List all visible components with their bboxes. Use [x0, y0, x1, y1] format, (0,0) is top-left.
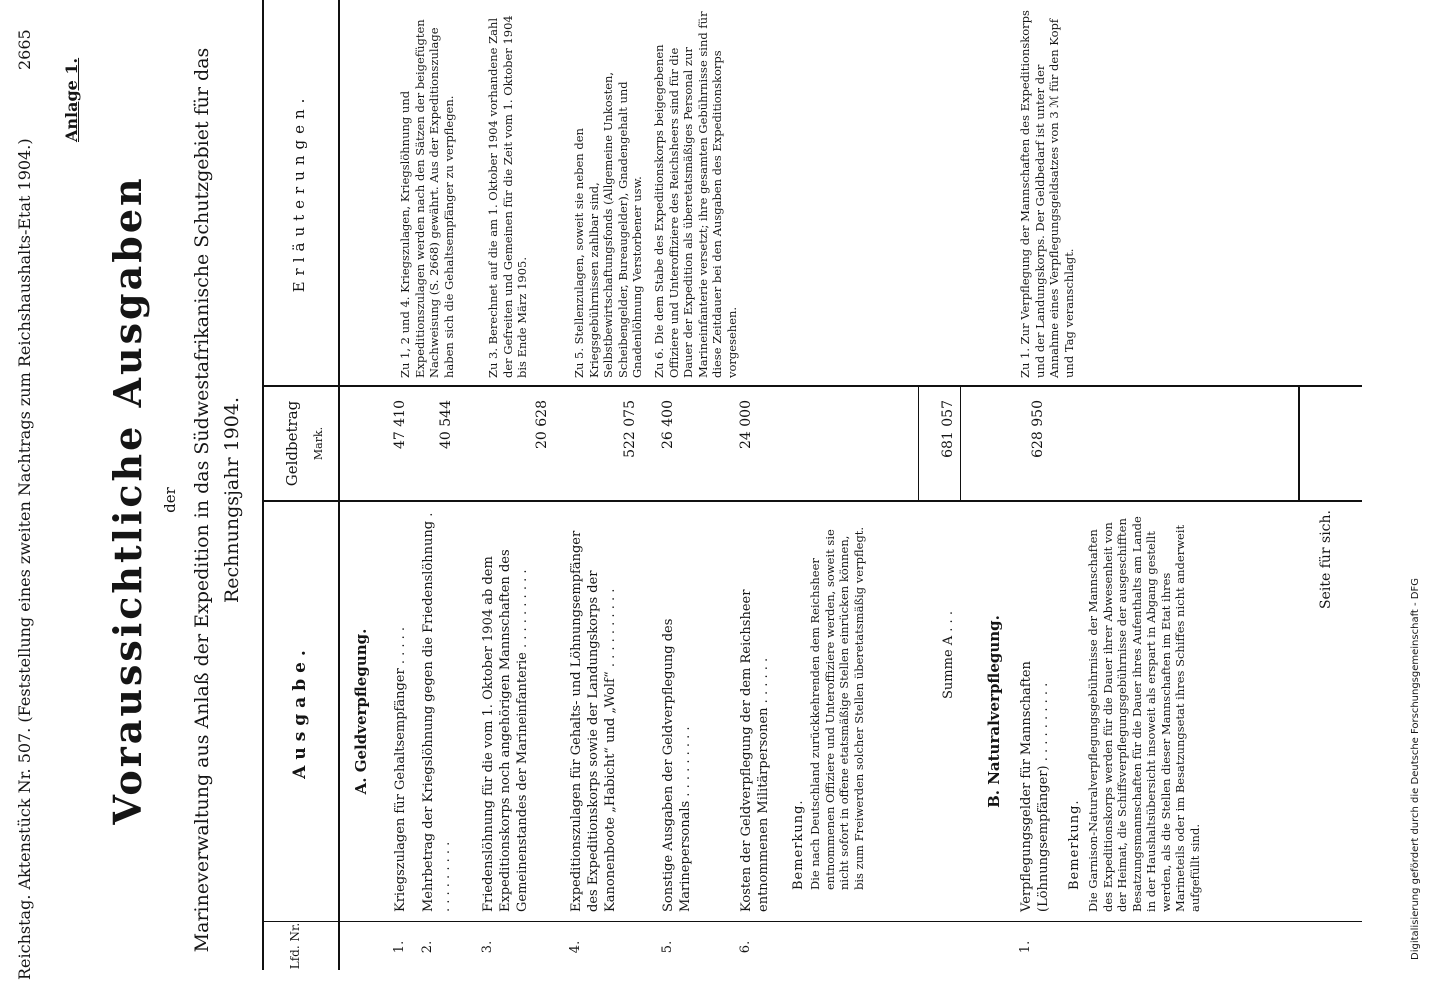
page-number: 2665 [15, 29, 34, 70]
row-number: 5. [660, 940, 675, 954]
note-1: Zu 1, 2 und 4. Kriegszulagen, Kriegslöhnung und Expeditionszulagen werden nach den Sätzen der beigefügten Nachweisung (S. 2668) gewährt. Aus der Expeditionszulage haben sich die Gehaltsempfänger zu verpflegen. [398, 19, 456, 378]
dfg-side-text [1410, 578, 1421, 960]
note-6: Zu 6. Die dem Stabe des Expeditionskorps beigegebenen Offiziere und Unteroffiziere des Reichsheers sind für die Dauer der Expedition als überetatsmäßiges Personal zur Marineinfanterie versetzt; ihre gesamten Gebührnisse sind für diese Zeitdauer bei den Ausgaben des Expeditionskorps vorgesehen. [652, 11, 739, 378]
row-description: Mehrbetrag der Kriegslöhnung gegen die Friedenslöhnung . . . . . . . . . . [421, 512, 453, 912]
summe-rule-top [918, 387, 919, 500]
bemerkung-text: Die Garnison-Naturalverpflegungsgebührnisse der Mannschaften des Expeditionskorps werden für die Dauer ihrer Abwesenheit von der Heimat, die Schiffsverpflegungsgebührnisse der ausgeschifften Besatzungsmannschaften für die Dauer ihres Aufenthalts am Lande in der Haushaltsübersicht insoweit als erspart in Abgang gestellt werden, als die Stellen dieser Mannschaften im Etat ihres Marineteils oder im Besatzungsetat ihres Schiffes nicht anderweit aufgefüllt sind. [1086, 516, 1202, 912]
col-rule-2 [262, 500, 1362, 502]
bemerkung-label: Bemerkung. [1067, 799, 1082, 890]
col-header-mark: Mark. [312, 426, 325, 461]
bemerkung-label: Bemerkung. [791, 799, 806, 890]
row-number: 4. [568, 940, 583, 954]
bemerkung-text: Die nach Deutschland zurückkehrenden dem Reichsheer entnommenen Offiziere und Unteroffiziere werden, soweit sie nicht sofort in offene etatsmäßige Stellen einrücken können, bis zum Freiwerden solcher Stellen überetatsmäßig verpflegt. [808, 526, 866, 890]
col-rule-3 [262, 385, 1362, 387]
table-top-rule [262, 0, 264, 970]
note-3: Zu 3. Berechnet auf die am 1. Oktober 1904 vorhandene Zahl der Gefreiten und Gemeinen für die Zeit vom 1. Oktober 1904 bis Ende März 1905. [486, 15, 529, 378]
col-rule-1 [262, 921, 1362, 922]
dfg-side-label: Digitalisierung gefördert durch die Deutsche Forschungsgemeinschaft - DFG [1410, 577, 1421, 960]
section-a-heading: A. Geldverpflegung. [352, 628, 370, 795]
col-header-lfd: Lfd. Nr. [288, 922, 302, 970]
title-der: der [161, 487, 179, 513]
row-number: 1. [1018, 940, 1033, 954]
col-header-geldbetrag: Geldbetrag [283, 400, 301, 487]
row-amount: 24 000 [738, 400, 754, 449]
header-bottom-rule [338, 0, 340, 970]
row-amount: 628 950 [1030, 400, 1046, 458]
row-description: Verpflegungsgelder für Mannschaften (Löhnungsempfänger) . . . . . . . . . . [1019, 661, 1051, 912]
title-line-1: Marineverwaltung aus Anlaß der Expedition in das Südwestafrikanische Schutzgebiet für das [191, 47, 213, 953]
row-number: 6. [738, 940, 753, 954]
col-header-ausgabe: Ausgabe. [290, 644, 310, 779]
row-description: Friedenslöhnung für die vom 1. Oktober 1904 ab dem Expeditionskorps noch angehörigen Mannschaften des Gemeinenstandes der Marineinfanterie . . . . . . . . . . [481, 549, 530, 912]
page-header: Reichstag. Aktenstück Nr. 507. (Feststellung eines zweiten Nachtrags zum Reichshaushalts-Etat 1904.) [15, 138, 34, 980]
row-number: 1. [392, 940, 407, 954]
row-amount: 20 628 [534, 400, 550, 449]
anlage-label: Anlage 1. [62, 57, 81, 142]
row-amount: 40 544 [438, 400, 454, 449]
summe-a-label: Summe A . . . [941, 611, 956, 699]
row-description: Kosten der Geldverpflegung der dem Reichsheer entnommenen Militärpersonen . . . . . . [739, 589, 771, 912]
row-description: Expeditionszulagen für Gehalts- und Löhnungsempfänger des Expeditionskorps sowie der Landungskorps der Kanonenboote „Habicht“ und „Wolf“ . . . . . . . . . . [569, 530, 618, 912]
summe-a-amount: 681 057 [940, 400, 956, 458]
table-bottom-rule [1298, 387, 1300, 500]
col-header-erlaeuterungen: Erläuterungen. [290, 92, 308, 293]
note-5: Zu 5. Stellenzulagen, soweit sie neben den Kriegsgebührnissen zahlbar sind, Selbstbewirtschaftungsfonds (Allgemeine Unkosten, Scheibengelder, Bureaugelder), Gnadengehalt und Gnadenlöhnung Verstorbener usw. [572, 71, 644, 378]
footer-seite: Seite für sich. [1318, 510, 1334, 610]
row-amount: 522 075 [622, 400, 638, 458]
row-amount: 26 400 [660, 400, 676, 449]
section-b-heading: B. Naturalverpflegung. [985, 615, 1003, 808]
row-description: Kriegszulagen für Gehaltsempfänger . . . . . [393, 626, 408, 912]
row-description: Sonstige Ausgaben der Geldverpflegung des Marinepersonals . . . . . . . . . [661, 618, 693, 912]
row-number: 3. [480, 940, 495, 954]
row-number: 2. [420, 940, 435, 954]
note-b1: Zu 1. Zur Verpflegung der Mannschaften des Expeditionskorps und der Landungskorps. Der Geldbedarf ist unter der Annahme eines Verpflegungsgeldsatzes von 3 ℳ für den Kopf und Tag veranschlagt. [1018, 10, 1076, 378]
document-title: Voraussichtliche Ausgaben [105, 175, 150, 825]
summe-rule-bottom [960, 387, 961, 500]
title-line-2: Rechnungsjahr 1904. [221, 396, 243, 604]
row-amount: 47 410 [392, 400, 408, 449]
